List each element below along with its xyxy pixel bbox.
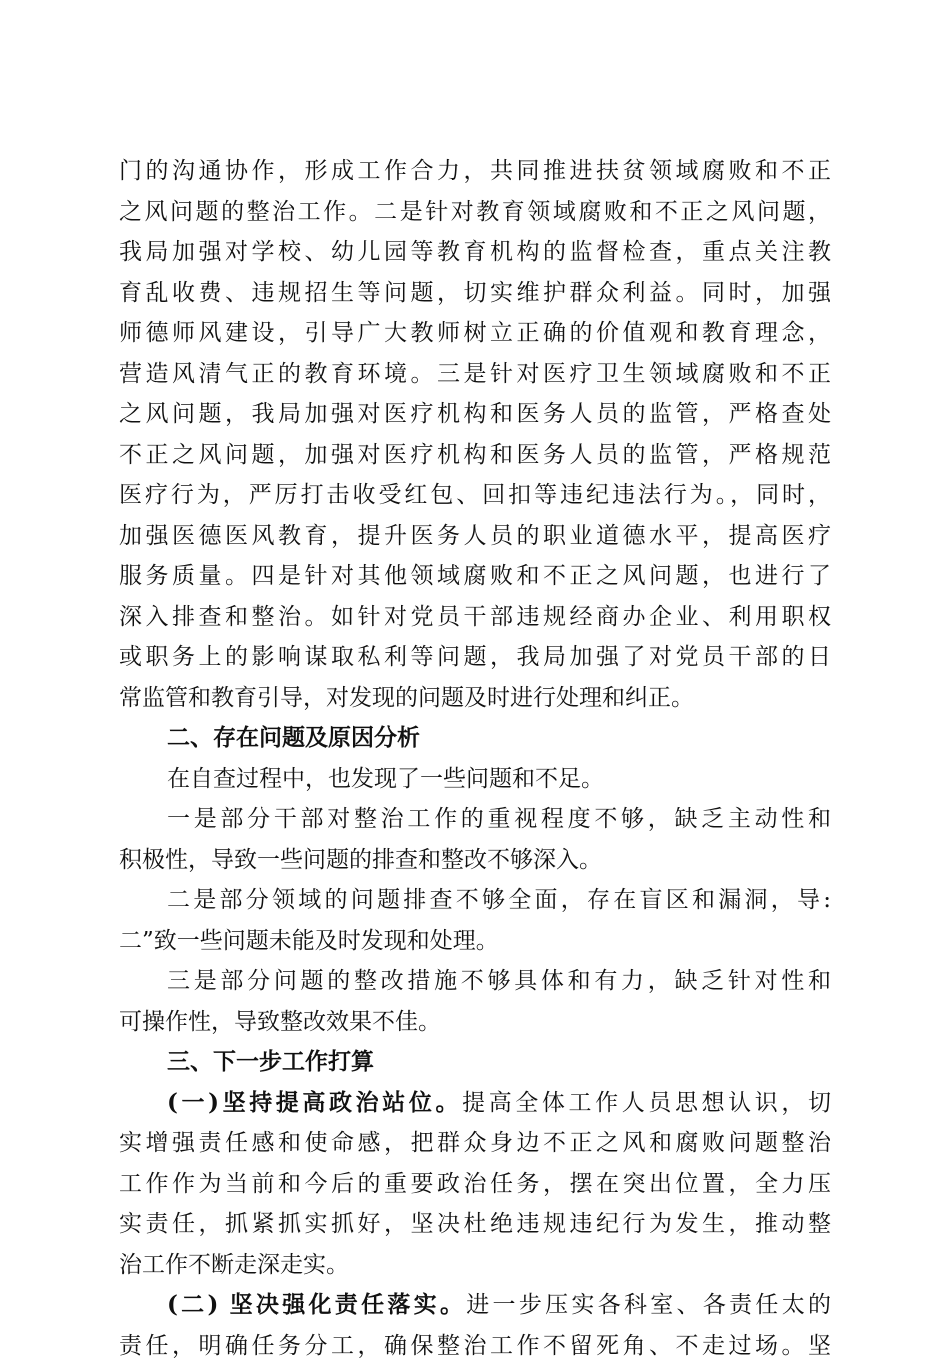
text-line: 育乱收费、违规招生等问题，切实维护群众利益。同时，加强 bbox=[119, 273, 831, 314]
text-line: 实增强责任感和使命感，把群众身边不正之风和腐败问题整治 bbox=[119, 1123, 831, 1164]
text-line: 责任，明确任务分工，确保整治工作不留死角、不走过场。坚 bbox=[119, 1326, 831, 1366]
section-heading: 三、下一步工作打算 bbox=[119, 1042, 831, 1083]
text-line: 营造风清气正的教育环境。三是针对医疗卫生领域腐败和不正 bbox=[119, 354, 831, 395]
text-line bbox=[119, 1083, 831, 1124]
document-body bbox=[119, 151, 831, 1366]
text-line: 治工作不断走深走实。 bbox=[119, 1245, 831, 1286]
text-line: 三是部分问题的整改措施不够具体和有力，缺乏针对性和 bbox=[119, 961, 831, 1002]
text-line: 医疗行为，严厉打击收受红包、回扣等违纪违法行为。，同时， bbox=[119, 475, 831, 516]
text-line: 我局加强对学校、幼儿园等教育机构的监督检查，重点关注教 bbox=[119, 232, 831, 273]
text-line: 不正之风问题，加强对医疗机构和医务人员的监管，严格规范 bbox=[119, 435, 831, 476]
text-line: 门的沟通协作，形成工作合力，共同推进扶贫领域腐败和不正 bbox=[119, 151, 831, 192]
subsection-lead: (一)坚持提高政治站位。 bbox=[167, 1089, 462, 1116]
text-line: 积极性，导致一些问题的排查和整改不够深入。 bbox=[119, 840, 831, 881]
text-line: 可操作性，导致整改效果不佳。 bbox=[119, 1002, 831, 1043]
section-heading: 二、存在问题及原因分析 bbox=[119, 718, 831, 759]
subsection-lead: (二) 坚决强化责任落实。 bbox=[167, 1291, 466, 1318]
text-line: 工作作为当前和今后的重要政治任务，摆在突出位置，全力压 bbox=[119, 1164, 831, 1205]
text-line: 二是部分领域的问题排查不够全面，存在盲区和漏洞，导: bbox=[119, 880, 831, 921]
text-span: 进一步压实各科室、各责任太的 bbox=[466, 1292, 831, 1318]
text-line: 一是部分干部对整治工作的重视程度不够，缺乏主动性和 bbox=[119, 799, 831, 840]
text-line: 常监管和教育引导，对发现的问题及时进行处理和纠正。 bbox=[119, 678, 831, 719]
text-line: 服务质量。四是针对其他领域腐败和不正之风问题，也进行了 bbox=[119, 556, 831, 597]
text-line: 师德师风建设，引导广大教师树立正确的价值观和教育理念， bbox=[119, 313, 831, 354]
text-line: 二”致一些问题未能及时发现和处理。 bbox=[119, 921, 831, 962]
text-line: 实责任，抓紧抓实抓好，坚决杜绝违规违纪行为发生，推动整 bbox=[119, 1204, 831, 1245]
text-line: 或职务上的影响谋取私利等问题，我局加强了对党员干部的日 bbox=[119, 637, 831, 678]
text-line bbox=[119, 1285, 831, 1326]
text-line: 加强医德医风教育，提升医务人员的职业道德水平，提高医疗 bbox=[119, 516, 831, 557]
text-line: 深入排查和整治。如针对党员干部违规经商办企业、利用职权 bbox=[119, 597, 831, 638]
text-line: 在自查过程中，也发现了一些问题和不足。 bbox=[119, 759, 831, 800]
text-line: 之风问题的整治工作。二是针对教育领域腐败和不正之风问题， bbox=[119, 192, 831, 233]
text-line: 之风问题，我局加强对医疗机构和医务人员的监管，严格查处 bbox=[119, 394, 831, 435]
text-span: 提高全体工作人员思想认识，切 bbox=[462, 1090, 831, 1116]
